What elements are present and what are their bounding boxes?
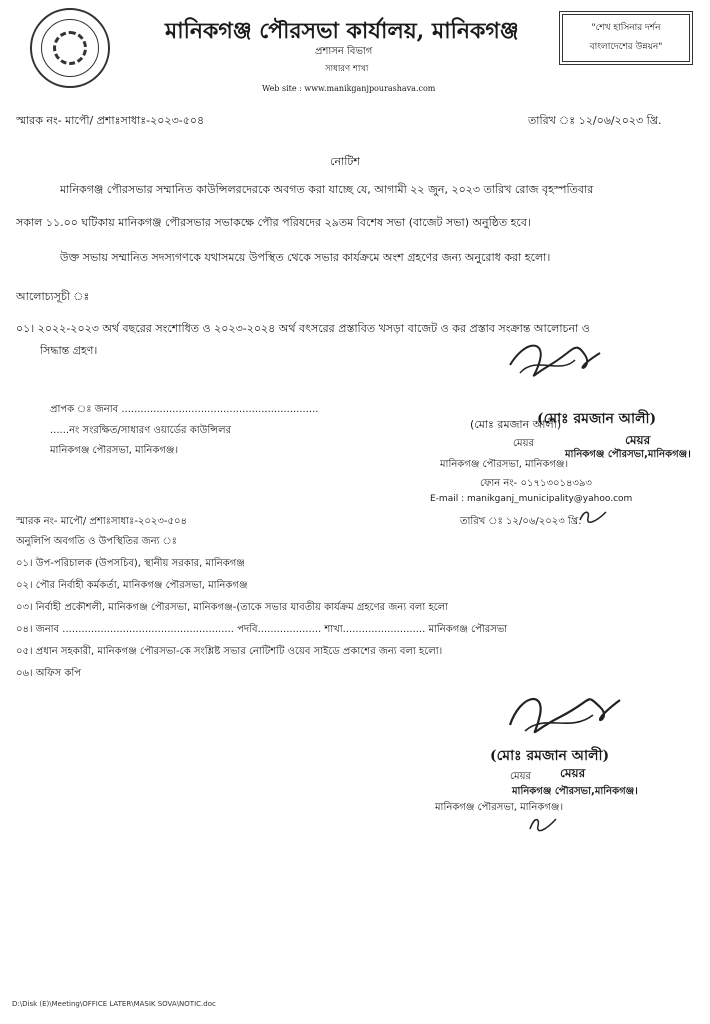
copy-item-4: ০৪। জনাব ...................................................... পদবি.................... শাখা.......................... মানিকগঞ্জ পৌরসভা — [16, 624, 508, 635]
signature-1-typed-title: মেয়র — [513, 438, 535, 449]
signature-1-stamp-office: মানিকগঞ্জ পৌরসভা,মানিকগঞ্জ। — [565, 449, 691, 460]
copy-item-2: ০২। পৌর নির্বাহী কর্মকর্তা, মানিকগঞ্জ পৌরসভা, মানিকগঞ্জ — [16, 580, 248, 591]
signature-1-image — [505, 335, 605, 385]
initial-mark-2-image — [528, 815, 558, 833]
memo-date: তারিখ ঃ ১২/০৬/২০২৩ খ্রি. — [528, 114, 662, 127]
recipient-line1: প্রাপক ঃ জনাব .............................................................. — [50, 404, 319, 415]
notice-heading: নোটিশ — [330, 155, 360, 168]
signature-1-email: E-mail : manikganj_municipality@yahoo.com — [430, 494, 633, 504]
slogan-line-1: "শেখ হাসিনার দর্শন — [591, 23, 661, 33]
agenda-label: আলোচ্যসূচী ঃ — [16, 290, 90, 303]
signature-2-stamp-office: মানিকগঞ্জ পৌরসভা,মানিকগঞ্জ। — [512, 786, 638, 797]
signature-2-stamp-name: (মোঃ রমজান আলী) — [490, 748, 610, 764]
signature-1-typed-name: (মোঃ রমজান আলী) — [470, 418, 562, 431]
website-line: Web site : www.manikganjpourashava.com — [262, 84, 436, 93]
seal-gear-icon — [53, 31, 87, 65]
agenda-item-line1: ০১। ২০২২-২০২৩ অর্থ বছরের সংশোধিত ও ২০২৩-২০২৪ অর্থ বৎসরের প্রস্তাবিত খসড়া বাজেট ও কর প্রস্তাব সংক্রান্ত আলোচনা ও — [16, 322, 590, 335]
signature-1-stamp-name: (মোঃ রমজান আলী) — [537, 411, 657, 427]
copy-item-5: ০৫। প্রধান সহকারী, মানিকগঞ্জ পৌরসভা-কে সংশ্লিষ্ট সভার নোটিশটি ওয়েব সাইডে প্রকাশের জন্য বলা হলো। — [16, 646, 443, 657]
memo-ref: স্মারক নং- মাপৌ/ প্রশাঃসাধাঃ-২০২৩-৫০৪ — [16, 114, 205, 127]
department-name: প্রশাসন বিভাগ — [315, 46, 373, 57]
signature-1-phone: ফোন নং- ০১৭১৩০১৪৩৯৩ — [480, 478, 592, 489]
copy-memo-ref: স্মারক নং- মাপৌ/ প্রশাঃসাধাঃ-২০২৩-৫০৪ — [16, 516, 188, 527]
slogan-box — [562, 14, 690, 62]
file-path-footer: D:\Disk (E)\Meeting\OFFICE LATER\MASIK SOVA\NOTIC.doc — [12, 1000, 216, 1008]
section-name: সাধারণ শাখা — [325, 64, 369, 74]
agenda-item-line2: সিদ্ধান্ত গ্রহণ। — [40, 344, 98, 357]
copy-item-3: ০৩। নির্বাহী প্রকৌশলী, মানিকগঞ্জ পৌরসভা, মানিকগঞ্জ-(তাকে সভার যাবতীয় কার্যক্রম গ্রহণের জন্য বলা হলো — [16, 602, 449, 613]
recipient-line2: ......নং সংরক্ষিত/সাধারণ ওয়ার্ডের কাউন্সিলর — [50, 425, 232, 436]
municipality-seal — [30, 8, 110, 88]
initial-mark-1-image — [578, 508, 608, 524]
notice-para1-line1: মানিকগঞ্জ পৌরসভার সম্মানিত কাউন্সিলরদেরকে অবগত করা যাচ্ছে যে, আগামী ২২ জুন, ২০২৩ তারিখ রোজ বৃহস্পতিবার — [60, 183, 594, 196]
notice-para1-line2: সকাল ১১.০০ ঘটিকায় মানিকগঞ্জ পৌরসভার সভাকক্ষে পৌর পরিষদের ২৯তম বিশেষ সভা (বাজেট সভা) অনুষ্ঠিত হবে। — [16, 216, 531, 229]
copy-memo-date: তারিখ ঃ ১২/০৬/২০২৩ খ্রি. — [460, 516, 582, 527]
signature-1-typed-office: মানিকগঞ্জ পৌরসভা, মানিকগঞ্জ। — [440, 459, 569, 470]
notice-para2: উক্ত সভায় সম্মানিত সদস্যগণকে যথাসময়ে উপস্থিত থেকে সভার কার্যক্রমে অংশ গ্রহণের জন্য অনুরোধ করা হলো। — [60, 251, 551, 264]
copy-item-6: ০৬। অফিস কপি — [16, 668, 82, 679]
signature-2-stamp-title: মেয়র — [560, 766, 586, 780]
signature-2-typed-office: মানিকগঞ্জ পৌরসভা, মানিকগঞ্জ। — [435, 802, 564, 813]
copy-label: অনুলিপি অবগতি ও উপস্থিতির জন্য ঃ — [16, 536, 178, 547]
office-title: মানিকগঞ্জ পৌরসভা কার্যালয়, মানিকগঞ্জ — [165, 18, 519, 44]
signature-2-image — [505, 685, 625, 740]
signature-1-stamp-title: মেয়র — [625, 433, 651, 447]
recipient-line3: মানিকগঞ্জ পৌরসভা, মানিকগঞ্জ। — [50, 445, 179, 456]
copy-item-1: ০১। উপ-পরিচালক (উপসচিব), স্থানীয় সরকার, মানিকগঞ্জ — [16, 558, 245, 569]
signature-2-typed-title: মেয়র — [510, 771, 532, 782]
slogan-line-2: বাংলাদেশের উন্নয়ন" — [589, 42, 663, 52]
